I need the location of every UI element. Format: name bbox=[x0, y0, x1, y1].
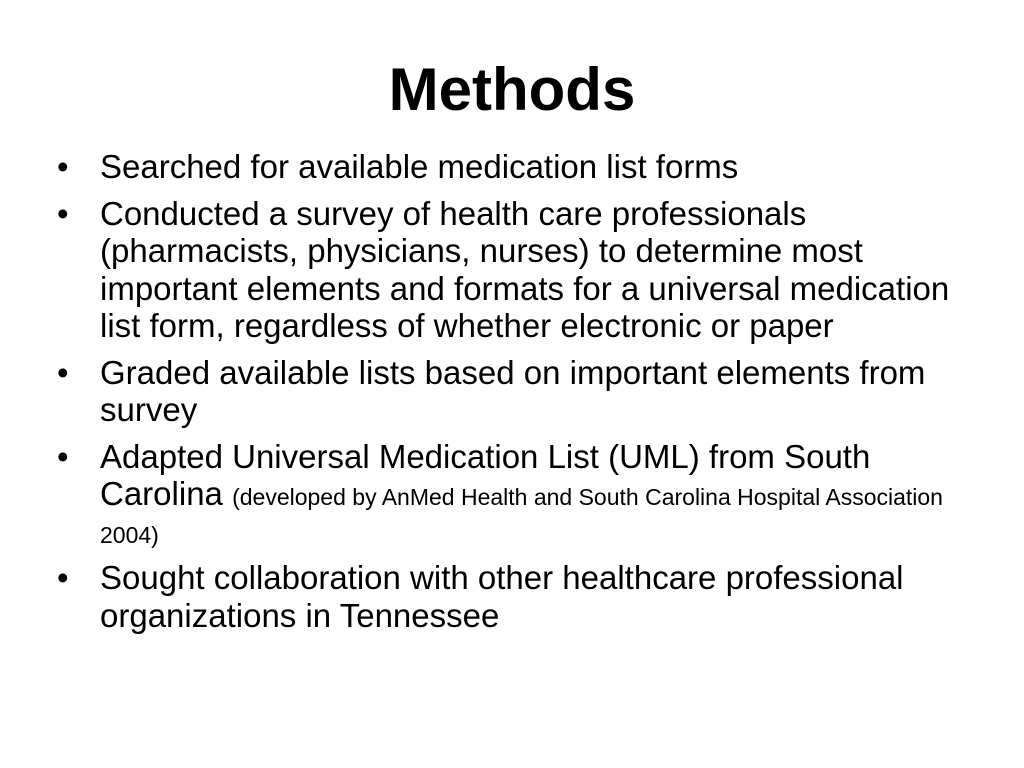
bullet-item bbox=[55, 438, 995, 551]
bullet-item bbox=[55, 559, 995, 634]
bullet-icon: • bbox=[57, 353, 69, 391]
bullet-text: Sought collaboration with other healthcare professional organizations in Tennessee bbox=[100, 559, 904, 634]
bullet-text: Graded available lists based on important elements from survey bbox=[100, 353, 926, 428]
bullet-item bbox=[55, 354, 995, 429]
bullet-icon: • bbox=[57, 148, 69, 185]
bullet-icon: • bbox=[57, 559, 69, 596]
bullet-item bbox=[55, 195, 995, 345]
bullet-icon: • bbox=[57, 437, 69, 475]
bullet-item bbox=[55, 148, 995, 186]
bullet-icon: • bbox=[57, 194, 69, 232]
bullet-note: (developed by AnMed Health and South Carolina Hospital Association 2004) bbox=[100, 484, 943, 548]
bullet-text: Conducted a survey of health care professionals (pharmacists, physicians, nurses) to determine most important elements and formats for a universal medication list form, regardless of whether electronic or paper bbox=[100, 194, 950, 344]
slide-title: Methods bbox=[388, 56, 636, 123]
bullet-text: Adapted Universal Medication List (UML) from South Carolina bbox=[100, 437, 871, 512]
bullet-text: Searched for available medication list forms bbox=[100, 148, 739, 185]
bullet-list bbox=[55, 148, 995, 643]
